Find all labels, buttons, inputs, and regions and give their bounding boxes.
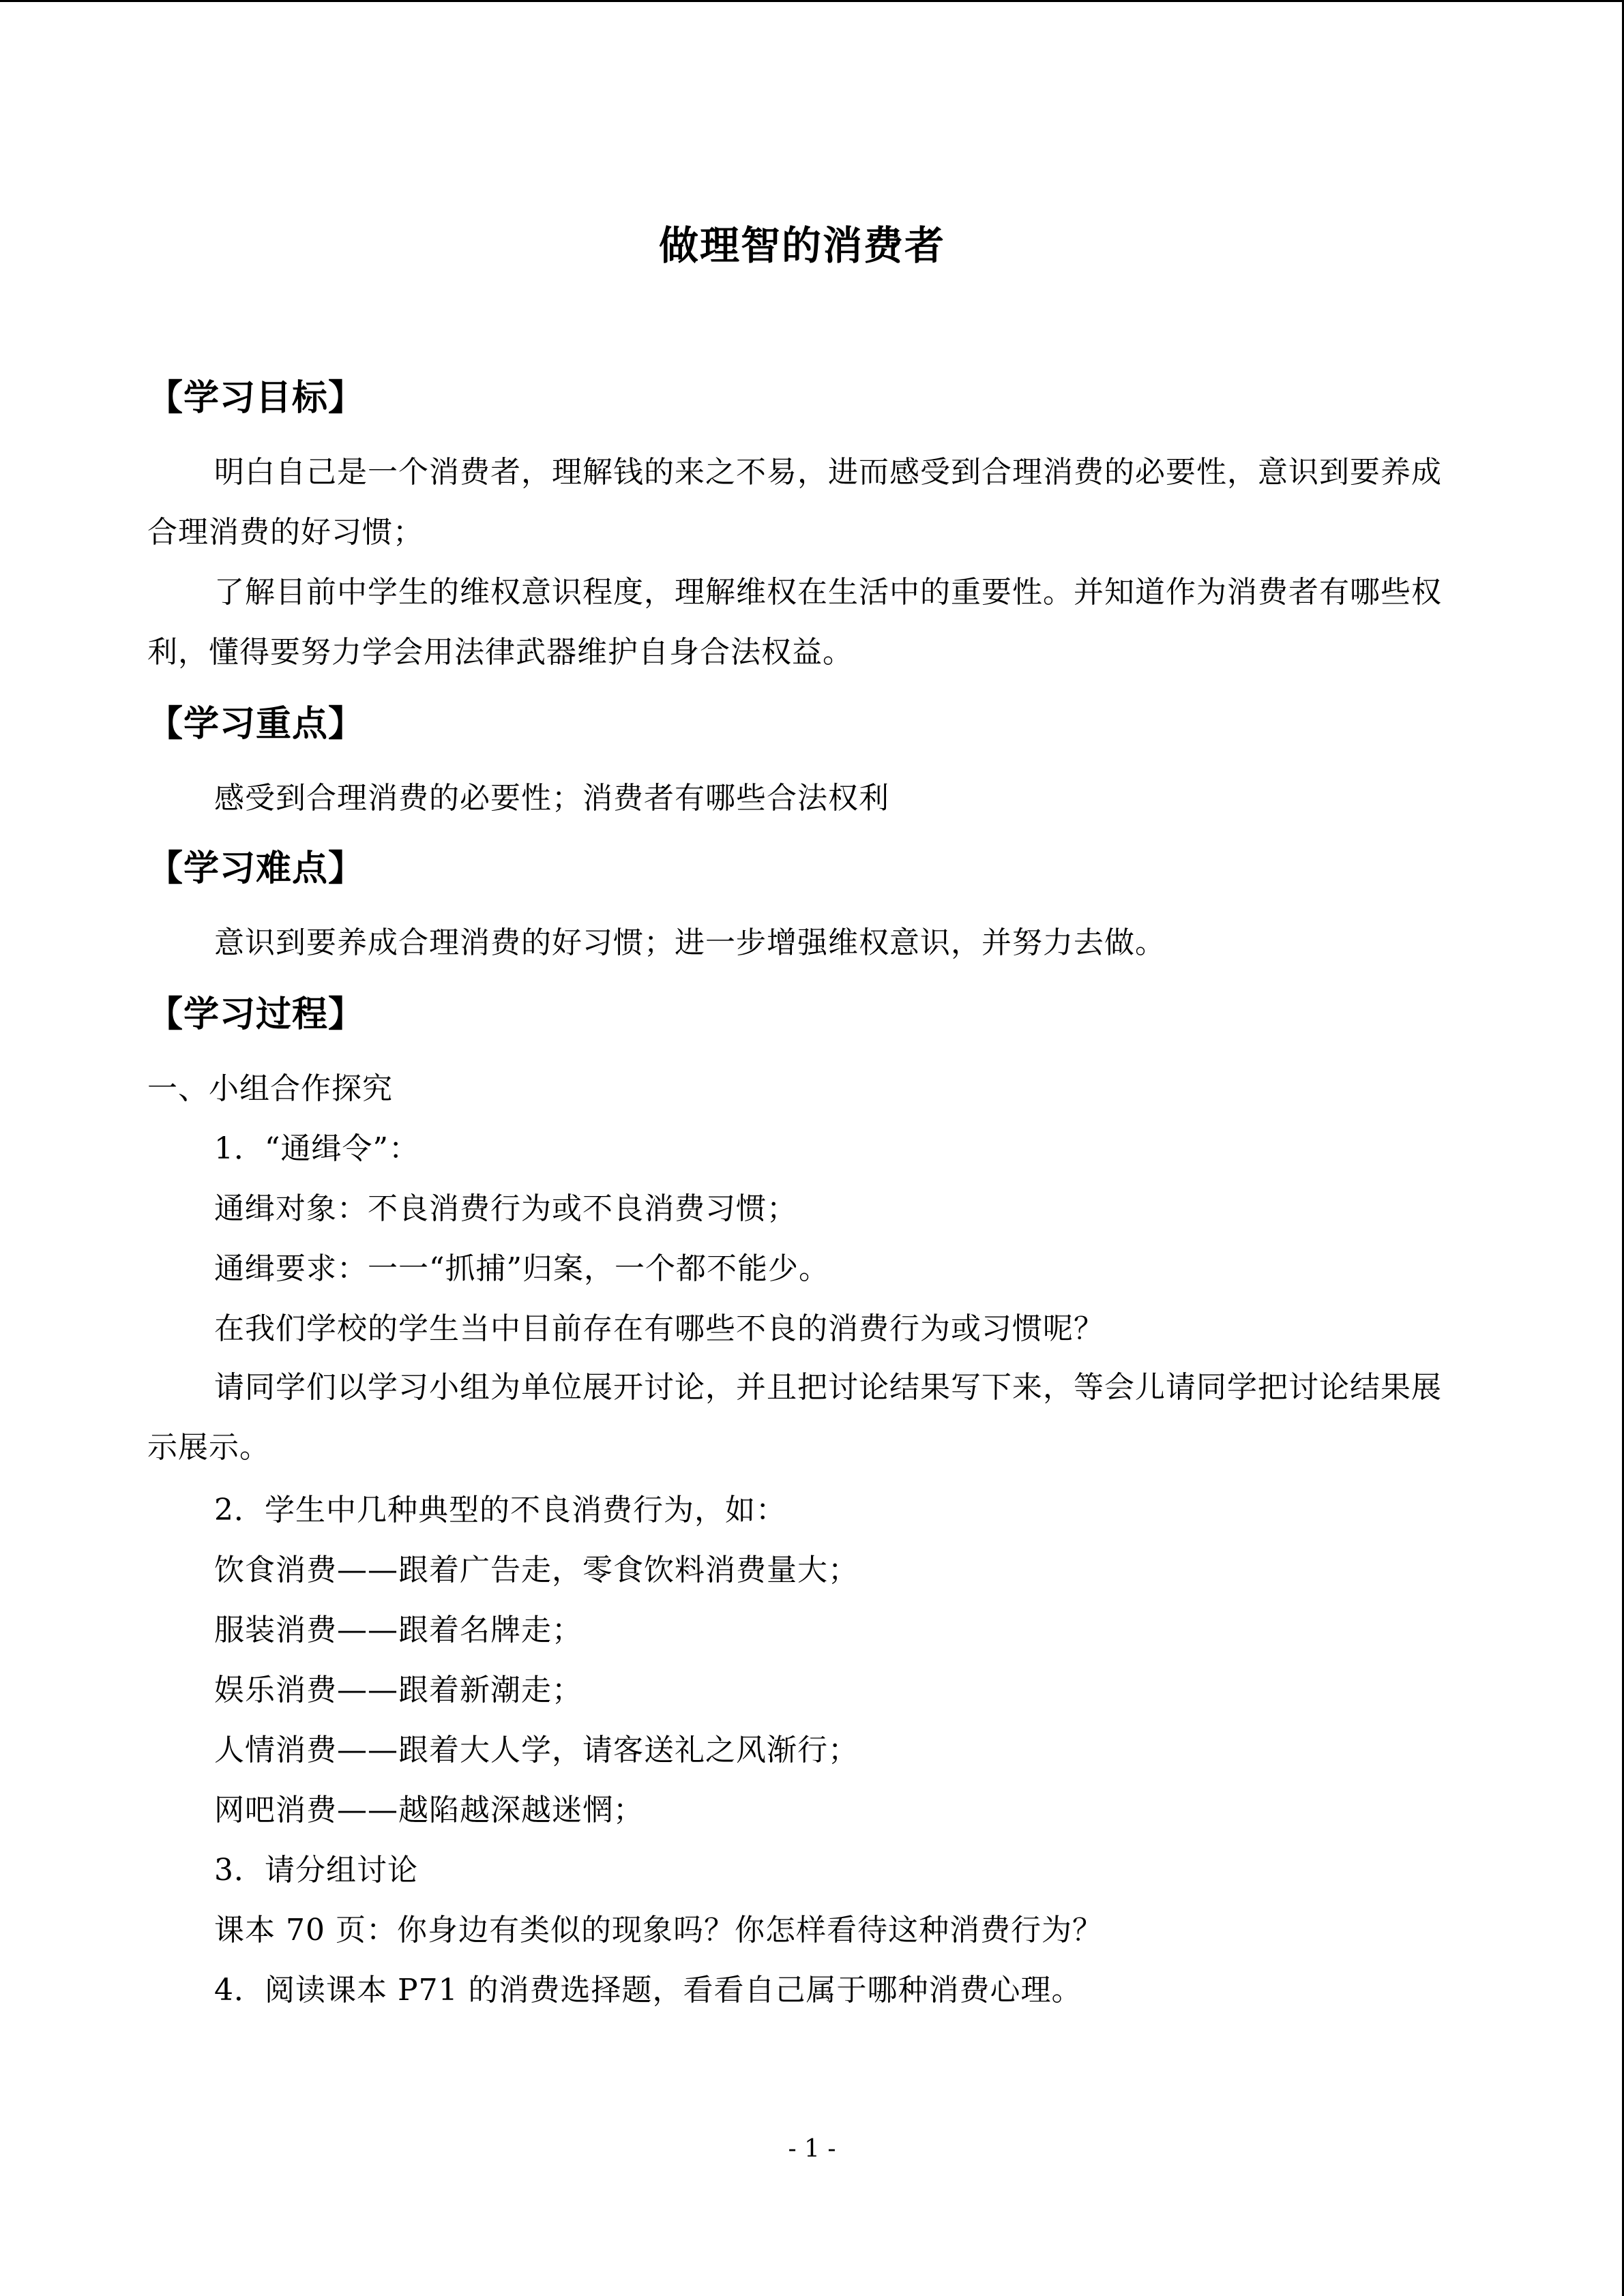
- page-number: - 1 -: [788, 2135, 836, 2163]
- process-question: 在我们学校的学生当中目前存在有哪些不良的消费行为或习惯呢？: [214, 1311, 1104, 1346]
- process-requirement: 通缉要求：一一“抓捕”归案，一个都不能少。: [214, 1251, 829, 1286]
- key-points-text: 感受到合理消费的必要性；消费者有哪些合法权利: [214, 781, 889, 816]
- behavior-item: 人情消费——跟着大人学，请客送礼之风渐行；: [214, 1733, 859, 1768]
- process-discussion: 请同学们以学习小组为单位展开讨论，并且把讨论结果写下来，等会儿请同学把讨论结果展示展示。: [147, 1370, 1442, 1465]
- process-item-1: 1．“通缉令”：: [214, 1131, 419, 1166]
- process-textbook: 课本 70 页：你身边有类似的现象吗？你怎样看待这种消费行为？: [214, 1913, 1103, 1948]
- heading-process: 【学习过程】: [147, 994, 365, 1035]
- behavior-item: 服装消费——跟着名牌走；: [214, 1613, 582, 1648]
- behavior-item: 娱乐消费——跟着新潮走；: [214, 1673, 582, 1708]
- process-item-3: 3．请分组讨论: [214, 1853, 418, 1888]
- behavior-item: 饮食消费——跟着广告走，零食饮料消费量大；: [214, 1553, 859, 1587]
- process-item-4: 4．阅读课本 P71 的消费选择题，看看自己属于哪种消费心理。: [214, 1973, 1082, 2008]
- heading-key-points: 【学习重点】: [147, 703, 365, 745]
- objectives-paragraph-1: 明白自己是一个消费者，理解钱的来之不易，进而感受到合理消费的必要性，意识到要养成合理消费的好习惯；: [147, 455, 1442, 550]
- page-title: 做理智的消费者: [658, 222, 945, 269]
- process-item-2: 2．学生中几种典型的不良消费行为，如：: [214, 1493, 786, 1527]
- difficulties-text: 意识到要养成合理消费的好习惯；进一步增强维权意识，并努力去做。: [214, 925, 1166, 960]
- heading-objectives: 【学习目标】: [147, 377, 365, 419]
- heading-difficulties: 【学习难点】: [147, 848, 365, 889]
- behavior-item: 网吧消费——越陷越深越迷惘；: [214, 1793, 644, 1828]
- objectives-paragraph-2: 了解目前中学生的维权意识程度，理解维权在生活中的重要性。并知道作为消费者有哪些权利，懂得要努力学会用法律武器维护自身合法权益。: [147, 575, 1442, 670]
- process-part-1: 一、小组合作探究: [147, 1071, 393, 1106]
- process-target: 通缉对象：不良消费行为或不良消费习惯；: [214, 1191, 797, 1226]
